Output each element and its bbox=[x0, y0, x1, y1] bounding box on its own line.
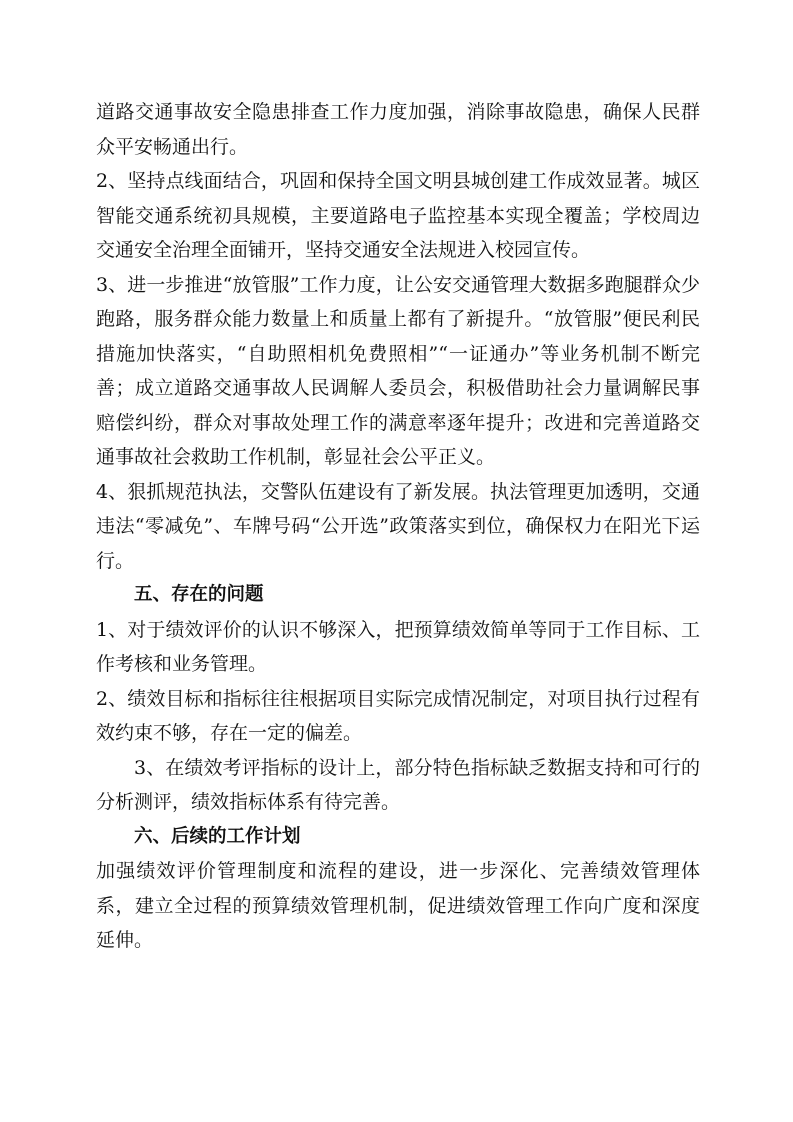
paragraph-item-2: 2、坚持点线面结合，巩固和保持全国文明县城创建工作成效显著。城区智能交通系统初具规模，主要道路电子监控基本实现全覆盖；学校周边交通安全治理全面铺开，坚持交通安全法规进入校园宣传。 bbox=[96, 170, 700, 261]
section-heading-problems: 五、存在的问题 bbox=[134, 584, 264, 605]
work-plan-paragraph: 加强绩效评价管理制度和流程的建设，进一步深化、完善绩效管理体系，建立全过程的预算绩效管理机制，促进绩效管理工作向广度和深度延伸。 bbox=[96, 860, 700, 951]
paragraph-item-3: 3、进一步推进“放管服”工作力度，让公安交通管理大数据多跑腿群众少跑路，服务群众能力数量上和质量上都有了新提升。“放管服”便民利民措施加快落实，“自助照相机免费照相”“一证通办”等业务机制不断完善；成立道路交通事故人民调解人委员会，积极借助社会力量调解民事赔偿纠纷，群众对事故处理工作的满意率逐年提升；改进和完善道路交通事故社会救助工作机制，彰显社会公平正义。 bbox=[96, 273, 700, 468]
problem-item-2: 2、绩效目标和指标往往根据项目实际完成情况制定，对项目执行过程有效约束不够，存在一定的偏差。 bbox=[96, 687, 700, 744]
section-heading-work-plan: 六、后续的工作计划 bbox=[134, 825, 301, 847]
problem-item-1: 1、对于绩效评价的认识不够深入，把预算绩效简单等同于工作目标、工作考核和业务管理。 bbox=[96, 618, 700, 675]
paragraph-continuation: 道路交通事故安全隐患排查工作力度加强，消除事故隐患，确保人民群众平安畅通出行。 bbox=[96, 101, 700, 158]
problem-item-3: 3、在绩效考评指标的设计上，部分特色指标缺乏数据支持和可行的分析测评，绩效指标体系有待完善。 bbox=[96, 756, 700, 813]
document-body bbox=[96, 95, 700, 958]
paragraph-item-4: 4、狠抓规范执法，交警队伍建设有了新发展。执法管理更加透明，交通违法“零减免”、车牌号码“公开选”政策落实到位，确保权力在阳光下运行。 bbox=[96, 480, 700, 572]
